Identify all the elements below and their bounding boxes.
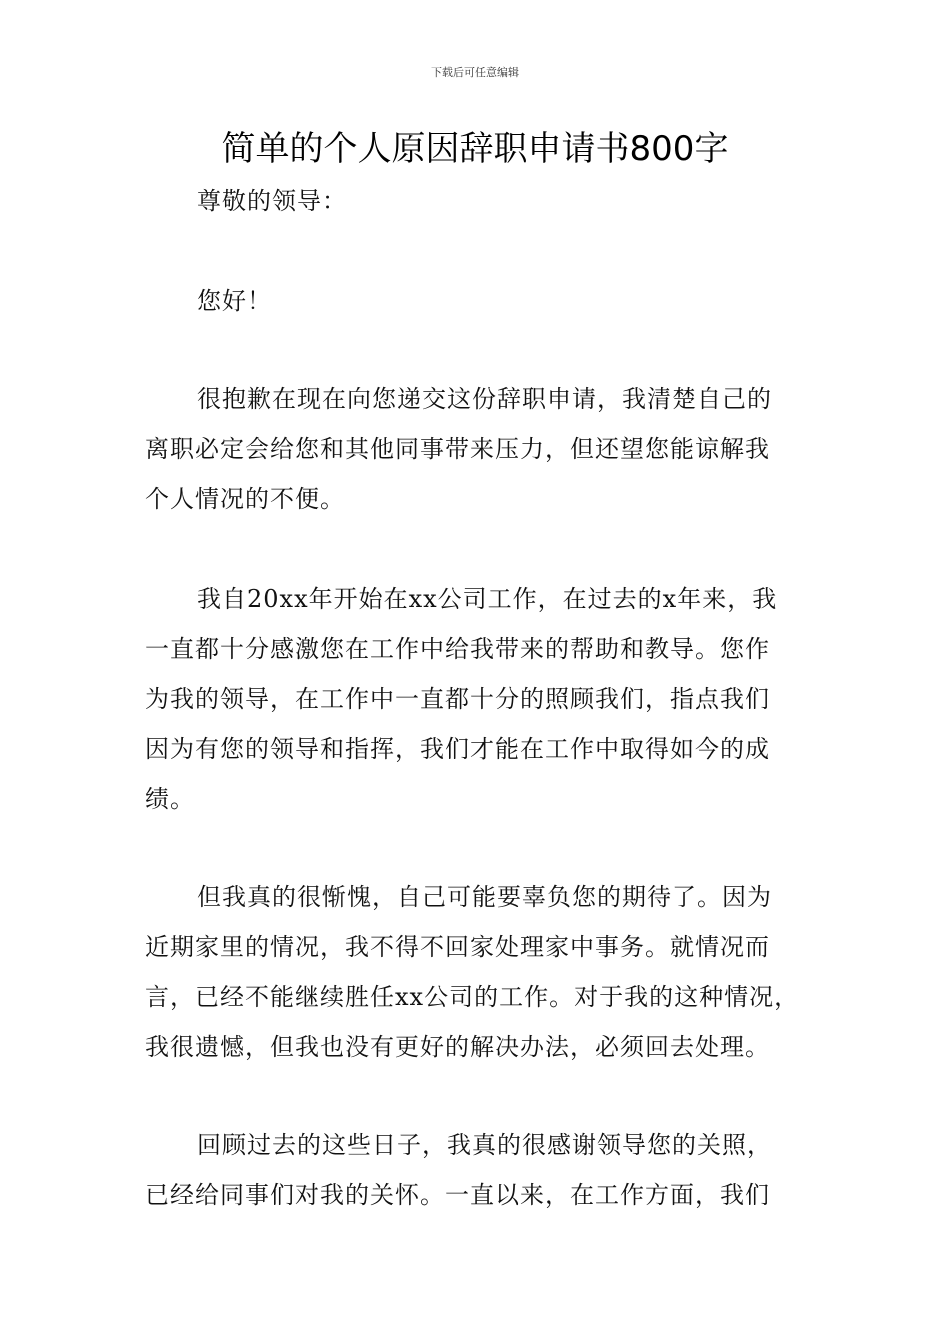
greeting-line: 您好！ (197, 287, 272, 315)
paragraph-line: 近期家里的情况，我不得不回家处理家中事务。就情况而 (145, 933, 770, 961)
paragraph-3 (145, 872, 825, 1072)
paragraph-line: 为我的领导，在工作中一直都十分的照顾我们，指点我们 (145, 685, 770, 713)
paragraph-4 (145, 1120, 825, 1220)
paragraph-2 (145, 574, 825, 824)
paragraph-line: 言，已经不能继续胜任xx公司的工作。对于我的这种情况， (145, 983, 800, 1011)
paragraph-1 (145, 374, 825, 524)
header-note: 下载后可任意编辑 (431, 66, 519, 79)
salutation-line: 尊敬的领导： (197, 187, 347, 215)
paragraph-line: 我自20xx年开始在xx公司工作，在过去的x年来，我 (197, 585, 778, 613)
greeting (145, 276, 825, 326)
paragraph-line: 离职必定会给您和其他同事带来压力，但还望您能谅解我 (145, 435, 770, 463)
paragraph-line: 回顾过去的这些日子，我真的很感谢领导您的关照， (197, 1131, 772, 1159)
paragraph-line: 一直都十分感激您在工作中给我带来的帮助和教导。您作 (145, 635, 770, 663)
paragraph-line: 很抱歉在现在向您递交这份辞职申请，我清楚自己的 (197, 385, 772, 413)
paragraph-line: 绩。 (145, 785, 195, 813)
document-title: 简单的个人原因辞职申请书800字 (221, 129, 729, 169)
salutation (145, 176, 825, 226)
paragraph-line: 因为有您的领导和指挥，我们才能在工作中取得如今的成 (145, 735, 770, 763)
paragraph-line: 但我真的很惭愧，自己可能要辜负您的期待了。因为 (197, 883, 772, 911)
paragraph-line: 我很遗憾，但我也没有更好的解决办法，必须回去处理。 (145, 1033, 770, 1061)
paragraph-line: 已经给同事们对我的关怀。一直以来，在工作方面，我们 (145, 1181, 770, 1209)
paragraph-line: 个人情况的不便。 (145, 485, 345, 513)
